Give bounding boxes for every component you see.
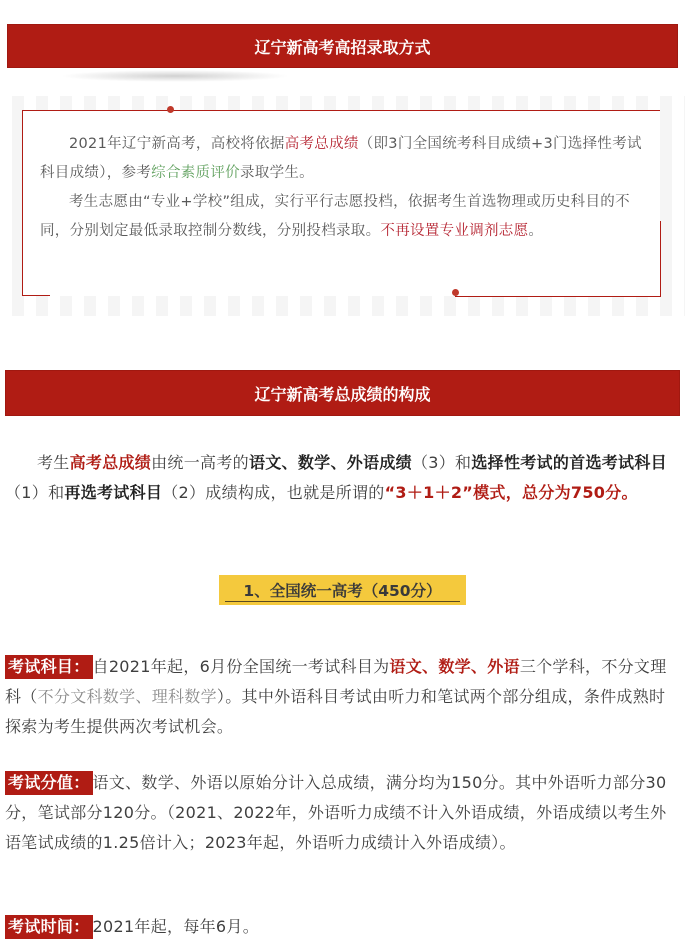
note-no-math-split: 不分文科数学、理科数学: [37, 687, 217, 706]
banner-title: 辽宁新高考总成绩的构成: [254, 384, 431, 404]
intro-paragraph-1: [40, 130, 644, 188]
exam-subjects-block: [5, 652, 680, 742]
text-span: 2021年辽宁新高考，高校将依据: [69, 136, 285, 152]
text-span: ）。其中外语科目考试由听力和笔试两个部分组成，条件成熟时探索为考生提供两次考试机会。: [5, 687, 666, 736]
text-span: （3）和: [411, 453, 472, 472]
link-no-adjustment[interactable]: 不再设置专业调剂志愿: [380, 223, 529, 239]
text-span: 。: [528, 223, 544, 239]
exam-scores-block: [5, 768, 680, 858]
text-span: （即3门全国统考科目成绩+3门选择性考试科目成绩），参考: [40, 136, 642, 181]
emphasis-first-choice: 选择性考试的首选考试科目: [471, 453, 667, 472]
link-comprehensive-evaluation[interactable]: 综合素质评价: [151, 165, 240, 181]
text-span: 录取学生。: [239, 165, 314, 181]
frame-dot-bottom: [452, 289, 459, 296]
banner-title: 辽宁新高考高招录取方式: [254, 37, 431, 57]
text-span: （1）和: [5, 483, 65, 502]
banner-shadow: [60, 70, 290, 82]
label-exam-time: 考试时间：: [5, 915, 93, 939]
emphasis-core-subjects: 语文、数学、外语成绩: [248, 453, 412, 472]
intro-paragraph-2: [40, 188, 644, 246]
text-span: 考生: [37, 453, 70, 472]
composition-paragraph: [5, 448, 680, 508]
frame-dot-top: [167, 106, 174, 113]
link-total-score[interactable]: 高考总成绩: [284, 136, 359, 152]
section-banner-admission: [7, 24, 678, 68]
emphasis-total-score: 高考总成绩: [69, 453, 152, 472]
emphasis-subjects: 语文、数学、外语: [389, 657, 520, 676]
text-span: 由统一高考的: [151, 453, 249, 472]
intro-text: [40, 130, 644, 246]
text-span: 自2021年起，6月份全国统一考试科目为: [92, 657, 390, 676]
text-span: 2021年起，每年6月。: [92, 917, 260, 936]
section-heading-text: 1、全国统一高考（450分）: [243, 582, 442, 600]
section-heading-national-exam: [219, 575, 466, 605]
emphasis-second-choice: 再选考试科目: [64, 483, 163, 502]
label-exam-subjects: 考试科目：: [5, 655, 93, 679]
emphasis-mode-total: “3＋1＋2”模式，总分为750分。: [384, 483, 638, 502]
text-span: 三个学科，不分文理科（: [5, 657, 667, 706]
text-span: 语文、数学、外语以原始分计入总成绩，满分均为150分。其中外语听力部分30分，笔试部分120分。（2021、2022年，外语听力成绩不计入外语成绩，外语成绩以考生外语笔试成绩的1.25倍计入；2023年起，外语听力成绩计入外语成绩）。: [5, 773, 667, 852]
section-banner-composition: [5, 370, 680, 416]
label-exam-scores: 考试分值：: [5, 771, 93, 795]
text-span: 考生志愿由“专业+学校”组成，实行平行志愿投档，依据考生首选物理或历史科目的不同，分别划定最低录取控制分数线，分别投档录取。: [40, 194, 630, 239]
text-span: （2）成绩构成，也就是所谓的: [162, 483, 385, 502]
frame-corner-mark: [22, 268, 50, 296]
exam-time-block: [5, 912, 680, 942]
